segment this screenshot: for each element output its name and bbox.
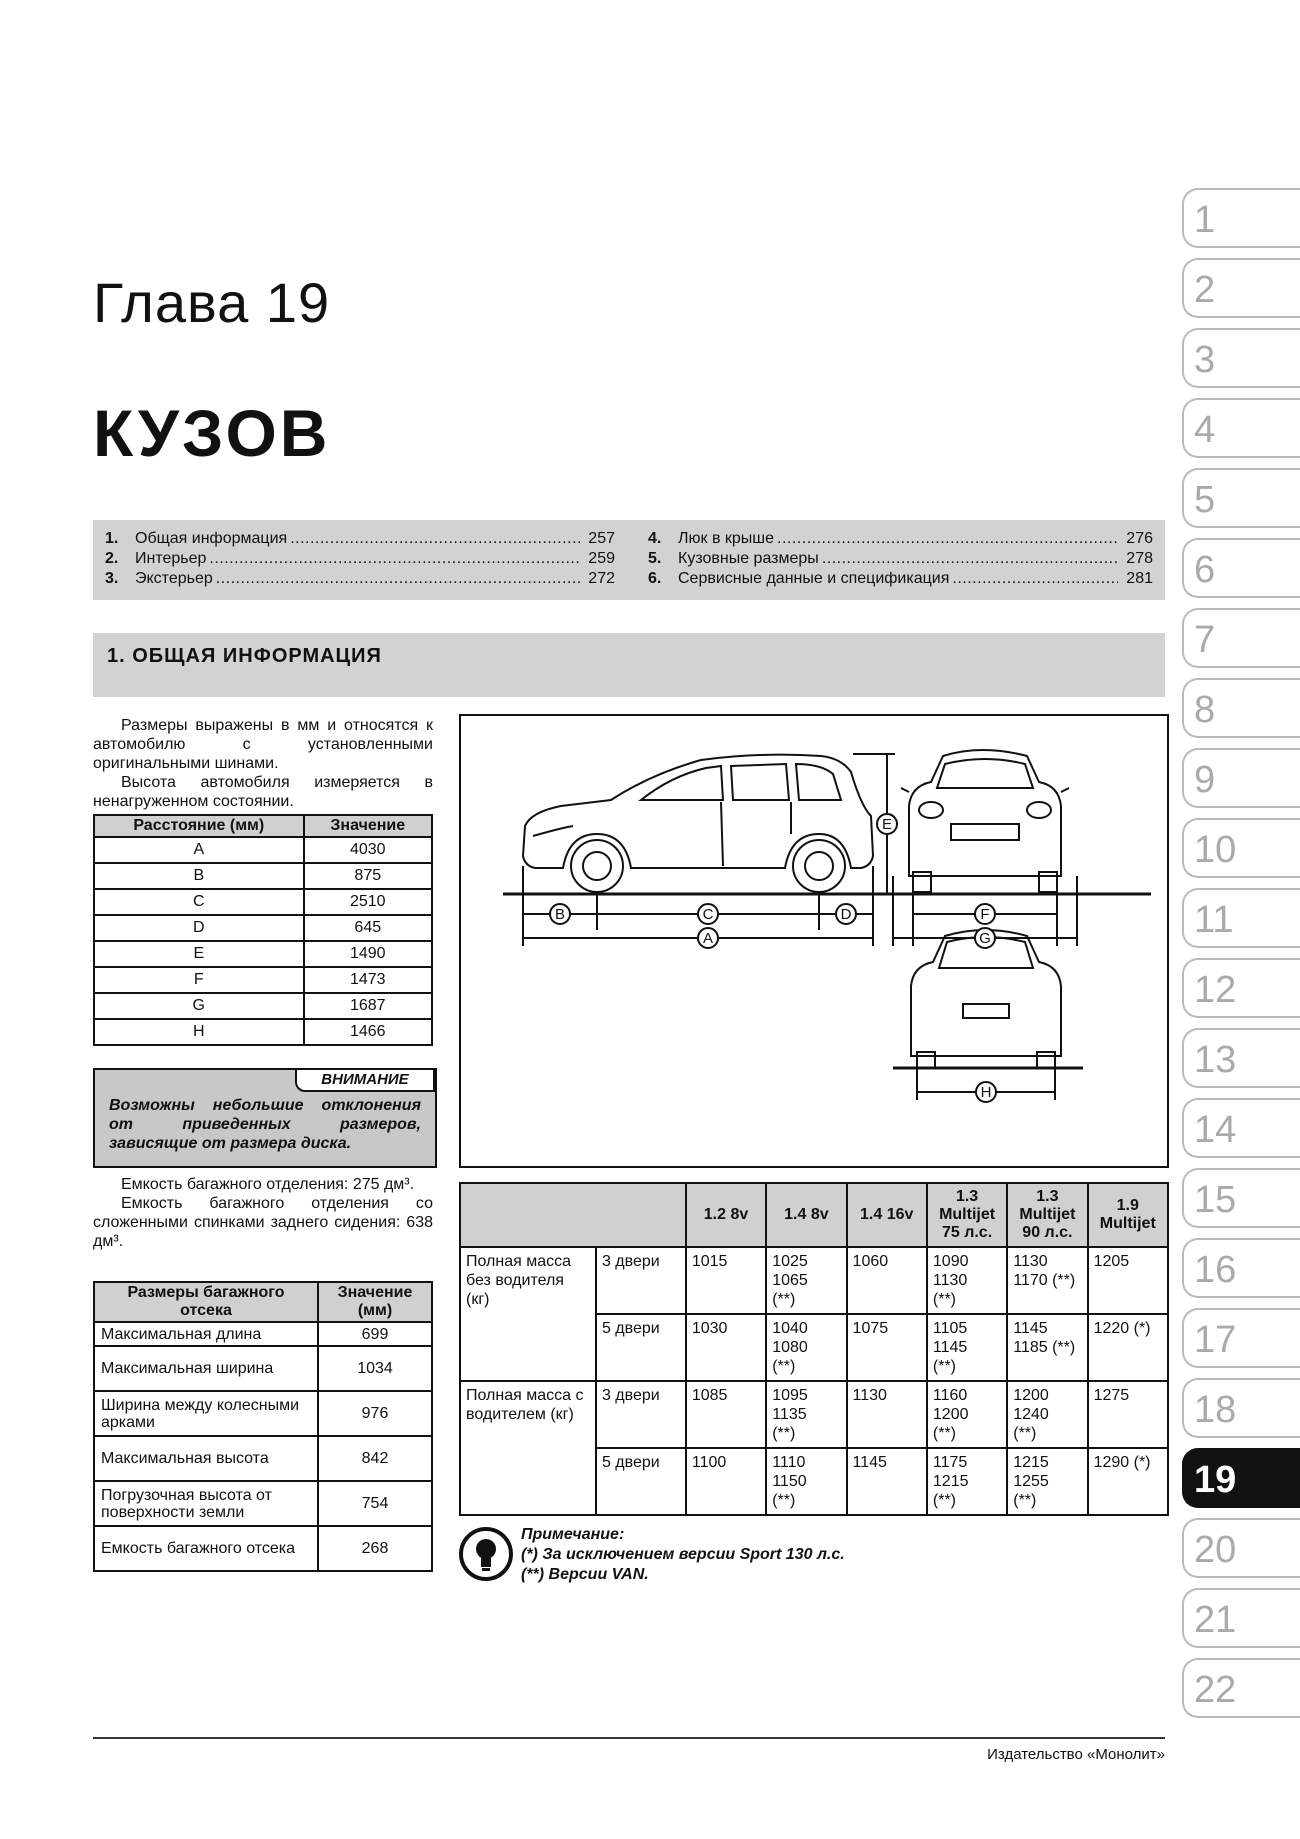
table-cell: 1275: [1088, 1381, 1168, 1448]
toc-item[interactable]: [648, 550, 1153, 570]
section-header-label: 1. ОБЩАЯ ИНФОРМАЦИЯ: [107, 645, 382, 667]
dimension-label: F: [980, 906, 990, 923]
toc-item[interactable]: [648, 530, 1153, 550]
mass-group-label: Полная масса без водителя (кг): [460, 1247, 596, 1381]
table-cell: 699: [318, 1322, 432, 1346]
tab-label: 12: [1194, 969, 1237, 1011]
table-header: Расстояние (мм): [94, 815, 304, 837]
rear-wheel: [793, 840, 845, 892]
table-row: [94, 1526, 432, 1571]
tab-chapter-9[interactable]: [1182, 748, 1300, 808]
table-row: [460, 1247, 1168, 1314]
tab-chapter-10[interactable]: [1182, 818, 1300, 878]
tab-chapter-13[interactable]: [1182, 1028, 1300, 1088]
dimensions-table: [93, 814, 433, 1046]
tab-label: 7: [1194, 619, 1216, 661]
dimension-label: H: [980, 1084, 992, 1101]
table-cell: 1687: [304, 993, 432, 1019]
toc-leader: [290, 530, 580, 548]
toc-number: 6.: [648, 570, 662, 587]
table-cell: 1105 1145 (**): [927, 1314, 1007, 1381]
trunk-capacity-text: [93, 1175, 433, 1251]
tab-chapter-6[interactable]: [1182, 538, 1300, 598]
warning-box: [93, 1068, 437, 1168]
table-cell: 2510: [304, 889, 432, 915]
tab-chapter-19[interactable]: [1182, 1448, 1300, 1508]
dimension-marker-c: [698, 904, 718, 924]
toc-page: 281: [1126, 570, 1153, 587]
doors-cell: 5 двери: [596, 1448, 686, 1515]
tab-label: 15: [1194, 1179, 1237, 1221]
table-cell: 1215 1255 (**): [1007, 1448, 1087, 1515]
table-cell: H: [94, 1019, 304, 1045]
section-header: [93, 633, 1165, 697]
tab-label: 6: [1194, 549, 1216, 591]
tab-chapter-4[interactable]: [1182, 398, 1300, 458]
car-diagram-svg: [461, 716, 1167, 1166]
table-cell: 1015: [686, 1247, 766, 1314]
dimension-label: G: [979, 930, 991, 947]
table-header: 1.3 Multijet 90 л.с.: [1007, 1183, 1087, 1247]
table-cell: 1040 1080 (**): [766, 1314, 846, 1381]
table-row: [94, 837, 432, 863]
note-line: (**) Версии VAN.: [521, 1566, 649, 1583]
toc-page: 278: [1126, 550, 1153, 567]
table-row: [94, 889, 432, 915]
toc-label: Кузовные размеры: [678, 550, 819, 567]
trunk-dimensions-table: [93, 1281, 433, 1572]
table-row: [94, 1346, 432, 1391]
toc-leader: [952, 570, 1118, 588]
toc-label: Общая информация: [135, 530, 288, 547]
tab-label: 1: [1194, 199, 1216, 241]
table-cell: 1025 1065 (**): [766, 1247, 846, 1314]
table-cell: 842: [318, 1436, 432, 1481]
dimension-marker-h: [976, 1082, 996, 1102]
table-cell: G: [94, 993, 304, 1019]
table-cell: 1220 (*): [1088, 1314, 1168, 1381]
mass-group-label: Полная масса с водителем (кг): [460, 1381, 596, 1515]
table-cell: 1160 1200 (**): [927, 1381, 1007, 1448]
dimension-marker-e: [877, 814, 897, 834]
tab-chapter-22[interactable]: [1182, 1658, 1300, 1718]
tab-chapter-12[interactable]: [1182, 958, 1300, 1018]
tab-label: 22: [1194, 1669, 1237, 1711]
intro-paragraph: Высота автомобиля измеряется в ненагруженном состоянии.: [93, 774, 433, 810]
toc-item[interactable]: [105, 550, 615, 570]
table-cell: 1145 1185 (**): [1007, 1314, 1087, 1381]
table-row: [94, 967, 432, 993]
table-header: 1.4 8v: [766, 1183, 846, 1247]
table-cell: 875: [304, 863, 432, 889]
footer-divider: [93, 1737, 1165, 1739]
toc-leader: [777, 530, 1118, 548]
tab-chapter-21[interactable]: [1182, 1588, 1300, 1648]
tab-label: 8: [1194, 689, 1216, 731]
dimension-label: E: [881, 816, 893, 833]
toc-page: 276: [1126, 530, 1153, 547]
tab-chapter-7[interactable]: [1182, 608, 1300, 668]
lightbulb-icon: [459, 1527, 513, 1581]
tab-label: 19: [1194, 1459, 1237, 1501]
toc-page: 272: [588, 570, 615, 587]
note-title: Примечание:: [521, 1526, 625, 1543]
note-box: [459, 1525, 1159, 1595]
trunk-capacity-paragraph: Емкость багажного отделения: 275 дм³.: [121, 1176, 415, 1193]
toc-leader: [209, 550, 580, 568]
tab-label: 2: [1194, 269, 1216, 311]
tab-chapter-5[interactable]: [1182, 468, 1300, 528]
table-cell: 1110 1150 (**): [766, 1448, 846, 1515]
toc-page: 259: [588, 550, 615, 567]
table-header: 1.3 Multijet 75 л.с.: [927, 1183, 1007, 1247]
table-cell: 1085: [686, 1381, 766, 1448]
table-of-contents: [93, 520, 1165, 600]
toc-leader: [216, 570, 580, 588]
table-cell: E: [94, 941, 304, 967]
tab-label: 5: [1194, 479, 1216, 521]
tab-label: 3: [1194, 339, 1216, 381]
table-cell: Погрузочная высота от поверхности земли: [94, 1481, 318, 1526]
table-header-empty: [460, 1183, 686, 1247]
tab-chapter-11[interactable]: [1182, 888, 1300, 948]
table-cell: 1095 1135 (**): [766, 1381, 846, 1448]
table-header: 1.4 16v: [847, 1183, 927, 1247]
table-cell: Максимальная ширина: [94, 1346, 318, 1391]
table-row: [460, 1381, 1168, 1448]
tab-label: 4: [1194, 409, 1216, 451]
table-cell: 1090 1130 (**): [927, 1247, 1007, 1314]
intro-paragraph: Размеры выражены в мм и относятся к автомобилю с установленными оригинальными шинами.: [93, 717, 433, 772]
tab-label: 10: [1194, 829, 1237, 871]
warning-tag: ВНИМАНИЕ: [295, 1068, 435, 1092]
toc-label: Сервисные данные и спецификация: [678, 570, 950, 587]
table-cell: 1466: [304, 1019, 432, 1045]
table-row: [94, 1391, 432, 1436]
table-header: Значение: [304, 815, 432, 837]
toc-leader: [822, 550, 1118, 568]
tab-chapter-18[interactable]: [1182, 1378, 1300, 1438]
note-line: (*) За исключением версии Sport 130 л.с.: [521, 1546, 845, 1563]
toc-number: 2.: [105, 550, 119, 567]
table-cell: 1290 (*): [1088, 1448, 1168, 1515]
front-wheel: [571, 840, 623, 892]
table-cell: D: [94, 915, 304, 941]
table-cell: C: [94, 889, 304, 915]
table-row: [94, 941, 432, 967]
table-cell: 1030: [686, 1314, 766, 1381]
table-cell: 976: [318, 1391, 432, 1436]
tab-chapter-8[interactable]: [1182, 678, 1300, 738]
tab-label: 20: [1194, 1529, 1237, 1571]
table-cell: Ширина между колесными арками: [94, 1391, 318, 1436]
dimension-marker-d: [836, 904, 856, 924]
table-cell: A: [94, 837, 304, 863]
table-cell: Емкость багажного отсека: [94, 1526, 318, 1571]
toc-page: 257: [588, 530, 615, 547]
tab-label: 16: [1194, 1249, 1237, 1291]
tab-chapter-14[interactable]: [1182, 1098, 1300, 1158]
dimension-marker-g: [975, 928, 995, 948]
dimension-label: D: [840, 906, 852, 923]
toc-label: Интерьер: [135, 550, 207, 567]
table-header: 1.9 Multijet: [1088, 1183, 1168, 1247]
tab-chapter-20[interactable]: [1182, 1518, 1300, 1578]
tab-chapter-16[interactable]: [1182, 1238, 1300, 1298]
tab-label: 11: [1194, 899, 1234, 941]
tab-chapter-3[interactable]: [1182, 328, 1300, 388]
toc-label: Экстерьер: [135, 570, 213, 587]
tab-label: 9: [1194, 759, 1216, 801]
toc-right-column: [648, 530, 1153, 590]
tab-label: 13: [1194, 1039, 1237, 1081]
dimension-marker-b: [550, 904, 570, 924]
table-cell: 1100: [686, 1448, 766, 1515]
table-cell: F: [94, 967, 304, 993]
tab-label: 17: [1194, 1319, 1237, 1361]
table-row: [94, 1019, 432, 1045]
table-row: [94, 1436, 432, 1481]
toc-number: 4.: [648, 530, 662, 547]
table-cell: 1145: [847, 1448, 927, 1515]
tab-label: 18: [1194, 1389, 1237, 1431]
table-row: [94, 1322, 432, 1346]
dimension-marker-a: [698, 928, 718, 948]
car-front-body: [909, 750, 1061, 876]
car-dimensions-diagram: [459, 714, 1169, 1168]
vehicle-mass-table: [459, 1182, 1169, 1516]
trunk-capacity-paragraph: Емкость багажного отделения со сложенными спинками заднего сидения: 638 дм³.: [93, 1195, 433, 1250]
warning-text: Возможны небольшие отклонения от приведенных размеров, зависящие от размера диска.: [109, 1097, 421, 1152]
doors-cell: 3 двери: [596, 1247, 686, 1314]
dimension-label: B: [554, 906, 566, 923]
toc-label: Люк в крыше: [678, 530, 775, 547]
chapter-title: Глава 19: [93, 271, 331, 334]
tab-chapter-15[interactable]: [1182, 1168, 1300, 1228]
table-cell: Максимальная высота: [94, 1436, 318, 1481]
table-cell: 1130 1170 (**): [1007, 1247, 1087, 1314]
note-text: [521, 1525, 845, 1585]
toc-number: 5.: [648, 550, 662, 567]
toc-item[interactable]: [105, 570, 615, 590]
tab-chapter-1[interactable]: [1182, 188, 1300, 248]
table-cell: Максимальная длина: [94, 1322, 318, 1346]
table-cell: B: [94, 863, 304, 889]
dimension-label: A: [702, 930, 714, 947]
doors-cell: 5 двери: [596, 1314, 686, 1381]
publisher-footer: Издательство «Монолит»: [987, 1746, 1165, 1763]
table-cell: 1060: [847, 1247, 927, 1314]
table-cell: 1200 1240 (**): [1007, 1381, 1087, 1448]
toc-number: 1.: [105, 530, 119, 547]
table-cell: 1075: [847, 1314, 927, 1381]
table-cell: 645: [304, 915, 432, 941]
table-header: Размеры багажного отсека: [94, 1282, 318, 1322]
table-cell: 1034: [318, 1346, 432, 1391]
table-cell: 1490: [304, 941, 432, 967]
intro-text: [93, 716, 433, 811]
tab-label: 21: [1194, 1599, 1237, 1641]
toc-number: 3.: [105, 570, 119, 587]
dimension-marker-f: [975, 904, 995, 924]
tab-chapter-17[interactable]: [1182, 1308, 1300, 1368]
table-cell: 754: [318, 1481, 432, 1526]
toc-item[interactable]: [648, 570, 1153, 590]
table-cell: 1130: [847, 1381, 927, 1448]
toc-item[interactable]: [105, 530, 615, 550]
table-row: [94, 1481, 432, 1526]
table-header: 1.2 8v: [686, 1183, 766, 1247]
dimension-label: C: [702, 906, 714, 923]
section-title: КУЗОВ: [93, 396, 331, 470]
table-cell: 4030: [304, 837, 432, 863]
table-cell: 1205: [1088, 1247, 1168, 1314]
tab-chapter-2[interactable]: [1182, 258, 1300, 318]
table-cell: 1473: [304, 967, 432, 993]
table-row: [94, 863, 432, 889]
toc-left-column: [105, 530, 615, 590]
table-cell: 268: [318, 1526, 432, 1571]
table-row: [94, 915, 432, 941]
tab-label: 14: [1194, 1109, 1237, 1151]
table-cell: 1175 1215 (**): [927, 1448, 1007, 1515]
table-row: [94, 993, 432, 1019]
doors-cell: 3 двери: [596, 1381, 686, 1448]
table-header: Значение (мм): [318, 1282, 432, 1322]
